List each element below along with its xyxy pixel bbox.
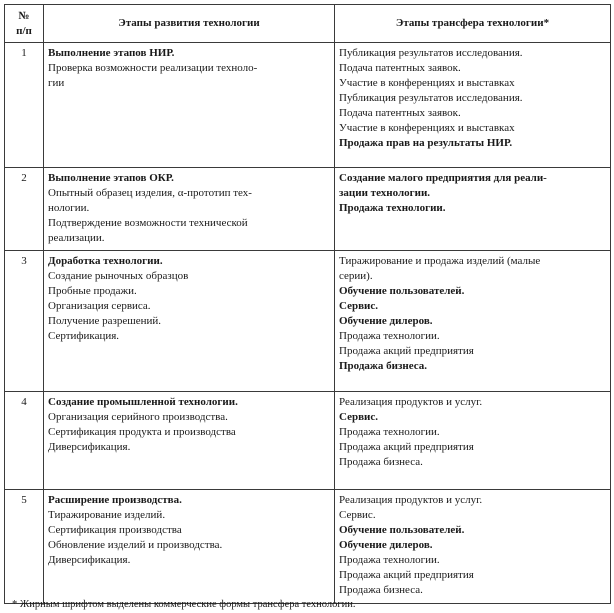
cell-line: Реализация продуктов и услуг.	[339, 396, 483, 408]
cell-line: серии).	[339, 270, 373, 282]
cell-line: Продажа технологии.	[339, 554, 440, 566]
row-number: 5	[5, 490, 44, 604]
table-header-row	[5, 5, 611, 43]
cell-line: Обучение пользователей.	[339, 285, 465, 297]
cell-line: Тиражирование изделий.	[48, 509, 166, 521]
cell-line: Выполнение этапов НИР.	[48, 47, 175, 59]
cell-line: Организация серийного производства.	[48, 411, 228, 423]
cell-line: зации технологии.	[339, 187, 431, 199]
cell-line: Продажа технологии.	[339, 202, 446, 214]
row-number: 3	[5, 251, 44, 392]
cell-line: Продажа прав на результаты НИР.	[339, 137, 513, 149]
cell-line: гии	[48, 77, 65, 89]
cell-line: Пробные продажи.	[48, 285, 137, 297]
row-number: 2	[5, 168, 44, 251]
table-row	[5, 168, 611, 251]
transfer-cell	[335, 251, 611, 392]
cell-line: Обучение пользователей.	[339, 524, 465, 536]
technology-stages-table	[4, 4, 611, 604]
cell-line: Получение разрешений.	[48, 315, 161, 327]
cell-line: Создание малого предприятия для реали-	[339, 172, 547, 184]
cell-line: Продажа акций предприятия	[339, 345, 474, 357]
cell-line: Обучение дилеров.	[339, 539, 433, 551]
cell-line: Реализация продуктов и услуг.	[339, 494, 483, 506]
development-cell	[44, 251, 335, 392]
cell-line: Опытный образец изделия, α-прототип тех-	[48, 187, 252, 199]
header-number	[5, 5, 44, 43]
cell-line: Сертификация производства	[48, 524, 182, 536]
cell-line: Продажа акций предприятия	[339, 569, 474, 581]
table-row	[5, 251, 611, 392]
header-transfer-stages: Этапы трансфера технологии*	[335, 5, 611, 43]
cell-line: реализации.	[48, 232, 105, 244]
development-cell	[44, 490, 335, 604]
cell-line: Публикация результатов исследования.	[339, 92, 523, 104]
cell-line: Публикация результатов исследования.	[339, 47, 523, 59]
development-cell	[44, 168, 335, 251]
cell-line: Диверсификация.	[48, 554, 131, 566]
cell-line: Создание рыночных образцов	[48, 270, 189, 282]
cell-line: Обучение дилеров.	[339, 315, 433, 327]
cell-line: Сервис.	[339, 509, 376, 521]
cell-line: Организация сервиса.	[48, 300, 151, 312]
cell-line: Подтверждение возможности технической	[48, 217, 248, 229]
cell-line: Тиражирование и продажа изделий (малые	[339, 255, 541, 267]
cell-line: Продажа технологии.	[339, 426, 440, 438]
transfer-cell	[335, 43, 611, 168]
cell-line: Сервис.	[339, 300, 378, 312]
cell-line: Создание промышленной технологии.	[48, 396, 238, 408]
cell-line: Продажа бизнеса.	[339, 456, 423, 468]
development-cell	[44, 392, 335, 490]
cell-line: нологии.	[48, 202, 90, 214]
cell-line: Подача патентных заявок.	[339, 107, 461, 119]
cell-line: Продажа бизнеса.	[339, 360, 428, 372]
header-number-line-1: №	[18, 9, 30, 22]
cell-line: Участие в конференциях и выставках	[339, 122, 515, 134]
cell-line: Выполнение этапов ОКР.	[48, 172, 174, 184]
transfer-cell	[335, 168, 611, 251]
cell-line: Проверка возможности реализации техноло-	[48, 62, 258, 74]
development-cell	[44, 43, 335, 168]
row-number: 4	[5, 392, 44, 490]
cell-line: Сертификация продукта и производства	[48, 426, 236, 438]
cell-line: Расширение производства.	[48, 494, 182, 506]
cell-line: Обновление изделий и производства.	[48, 539, 223, 551]
cell-line: Продажа бизнеса.	[339, 584, 423, 596]
footnote: * Жирным шрифтом выделены коммерческие формы трансфера технологии.	[12, 599, 356, 610]
transfer-cell	[335, 392, 611, 490]
cell-line: Сертификация.	[48, 330, 120, 342]
table-row	[5, 490, 611, 604]
cell-line: Участие в конференциях и выставках	[339, 77, 515, 89]
table-row	[5, 392, 611, 490]
cell-line: Продажа технологии.	[339, 330, 440, 342]
cell-line: Подача патентных заявок.	[339, 62, 461, 74]
row-number: 1	[5, 43, 44, 168]
cell-line: Продажа акций предприятия	[339, 441, 474, 453]
cell-line: Сервис.	[339, 411, 378, 423]
cell-line: Диверсификация.	[48, 441, 131, 453]
header-development-stages: Этапы развития технологии	[44, 5, 335, 43]
table-row	[5, 43, 611, 168]
header-number-line-2: п/п	[16, 24, 32, 37]
cell-line: Доработка технологии.	[48, 255, 163, 267]
transfer-cell	[335, 490, 611, 604]
